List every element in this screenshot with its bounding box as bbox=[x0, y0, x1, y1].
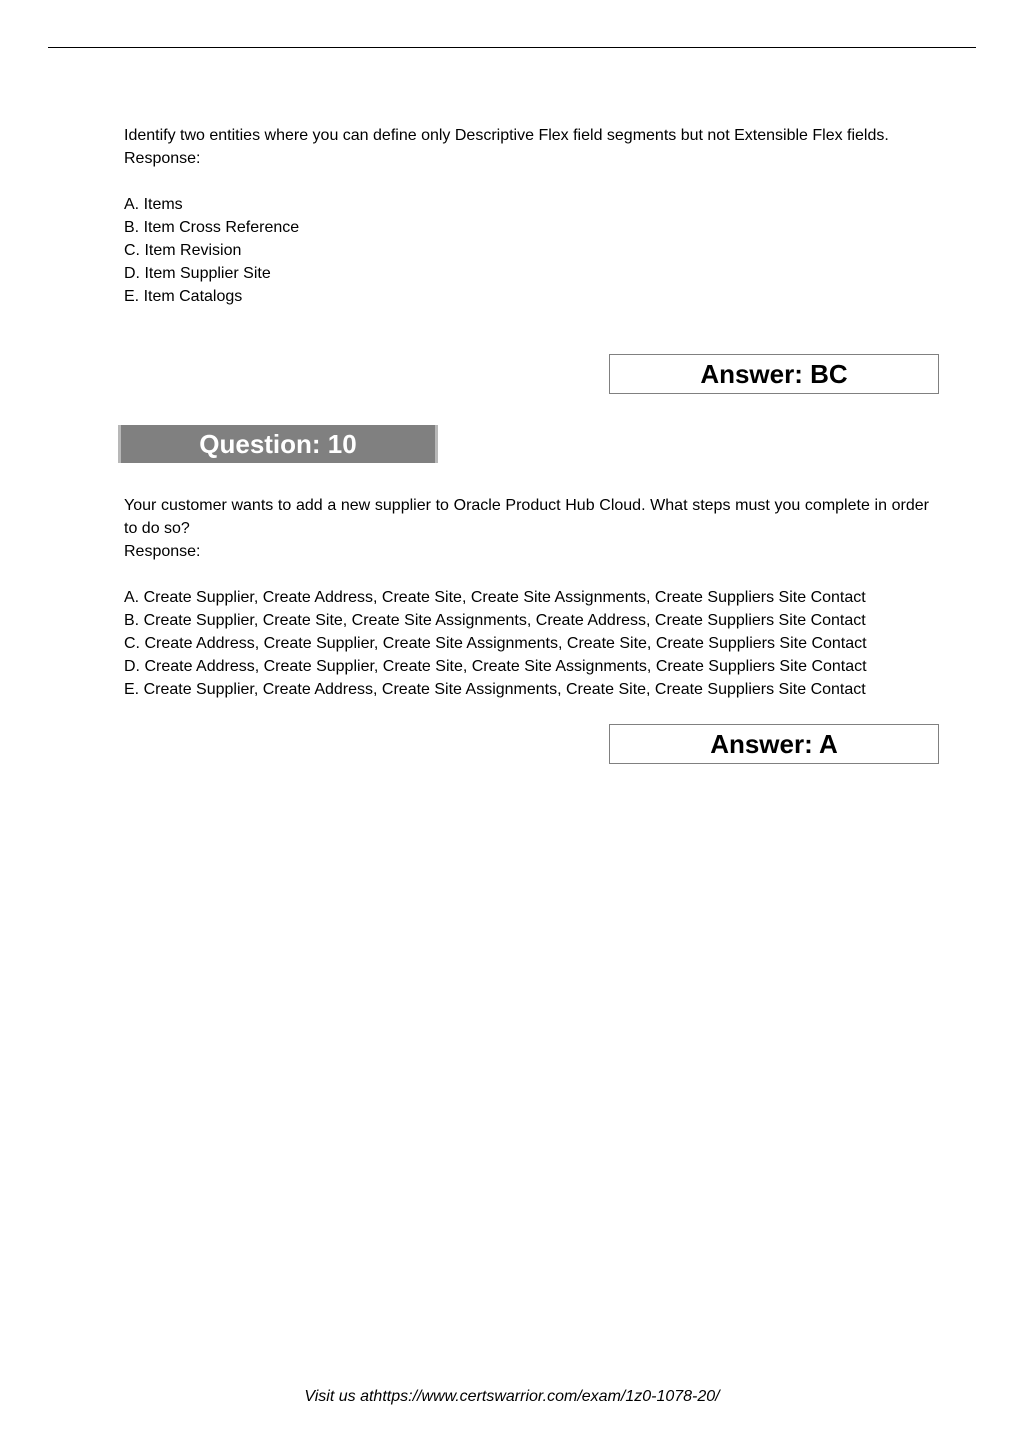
option-b: B. Create Supplier, Create Site, Create Site Assignments, Create Address, Create Suppliers Site Contact bbox=[124, 612, 866, 629]
question-10-title: Question: 10 bbox=[199, 428, 357, 459]
option-c: C. Create Address, Create Supplier, Create Site Assignments, Create Site, Create Suppliers Site Contact bbox=[124, 635, 867, 652]
question-10-block bbox=[124, 494, 929, 701]
question-9-response-label: Response: bbox=[124, 150, 201, 167]
option-e: E. Create Supplier, Create Address, Create Site Assignments, Create Site, Create Suppliers Site Contact bbox=[124, 681, 866, 698]
option-d: D. Create Address, Create Supplier, Create Site, Create Site Assignments, Create Suppliers Site Contact bbox=[124, 658, 867, 675]
option-a: A. Create Supplier, Create Address, Create Site, Create Site Assignments, Create Suppliers Site Contact bbox=[124, 589, 866, 606]
question-10-response-label: Response: bbox=[124, 543, 201, 560]
question-10-answer: Answer: A bbox=[710, 728, 838, 759]
question-10-answer-box bbox=[609, 724, 939, 764]
question-9-answer: Answer: BC bbox=[700, 358, 848, 389]
option-d: D. Item Supplier Site bbox=[124, 265, 271, 282]
question-9-options bbox=[124, 193, 929, 308]
header-rule bbox=[48, 47, 976, 48]
question-10-options bbox=[124, 586, 929, 701]
question-10-stem: Your customer wants to add a new supplier to Oracle Product Hub Cloud. What steps must you complete in order to do so? bbox=[124, 497, 929, 537]
question-9-answer-box bbox=[609, 354, 939, 394]
option-e: E. Item Catalogs bbox=[124, 288, 243, 305]
option-a: A. Items bbox=[124, 196, 183, 213]
question-10-banner bbox=[118, 425, 438, 463]
option-b: B. Item Cross Reference bbox=[124, 219, 300, 236]
footer-link[interactable]: Visit us athttps://www.certswarrior.com/exam/1z0-1078-20/ bbox=[304, 1388, 720, 1405]
question-9-stem: Identify two entities where you can define only Descriptive Flex field segments but not Extensible Flex fields. bbox=[124, 127, 889, 144]
question-9-block bbox=[124, 124, 929, 308]
option-c: C. Item Revision bbox=[124, 242, 242, 259]
